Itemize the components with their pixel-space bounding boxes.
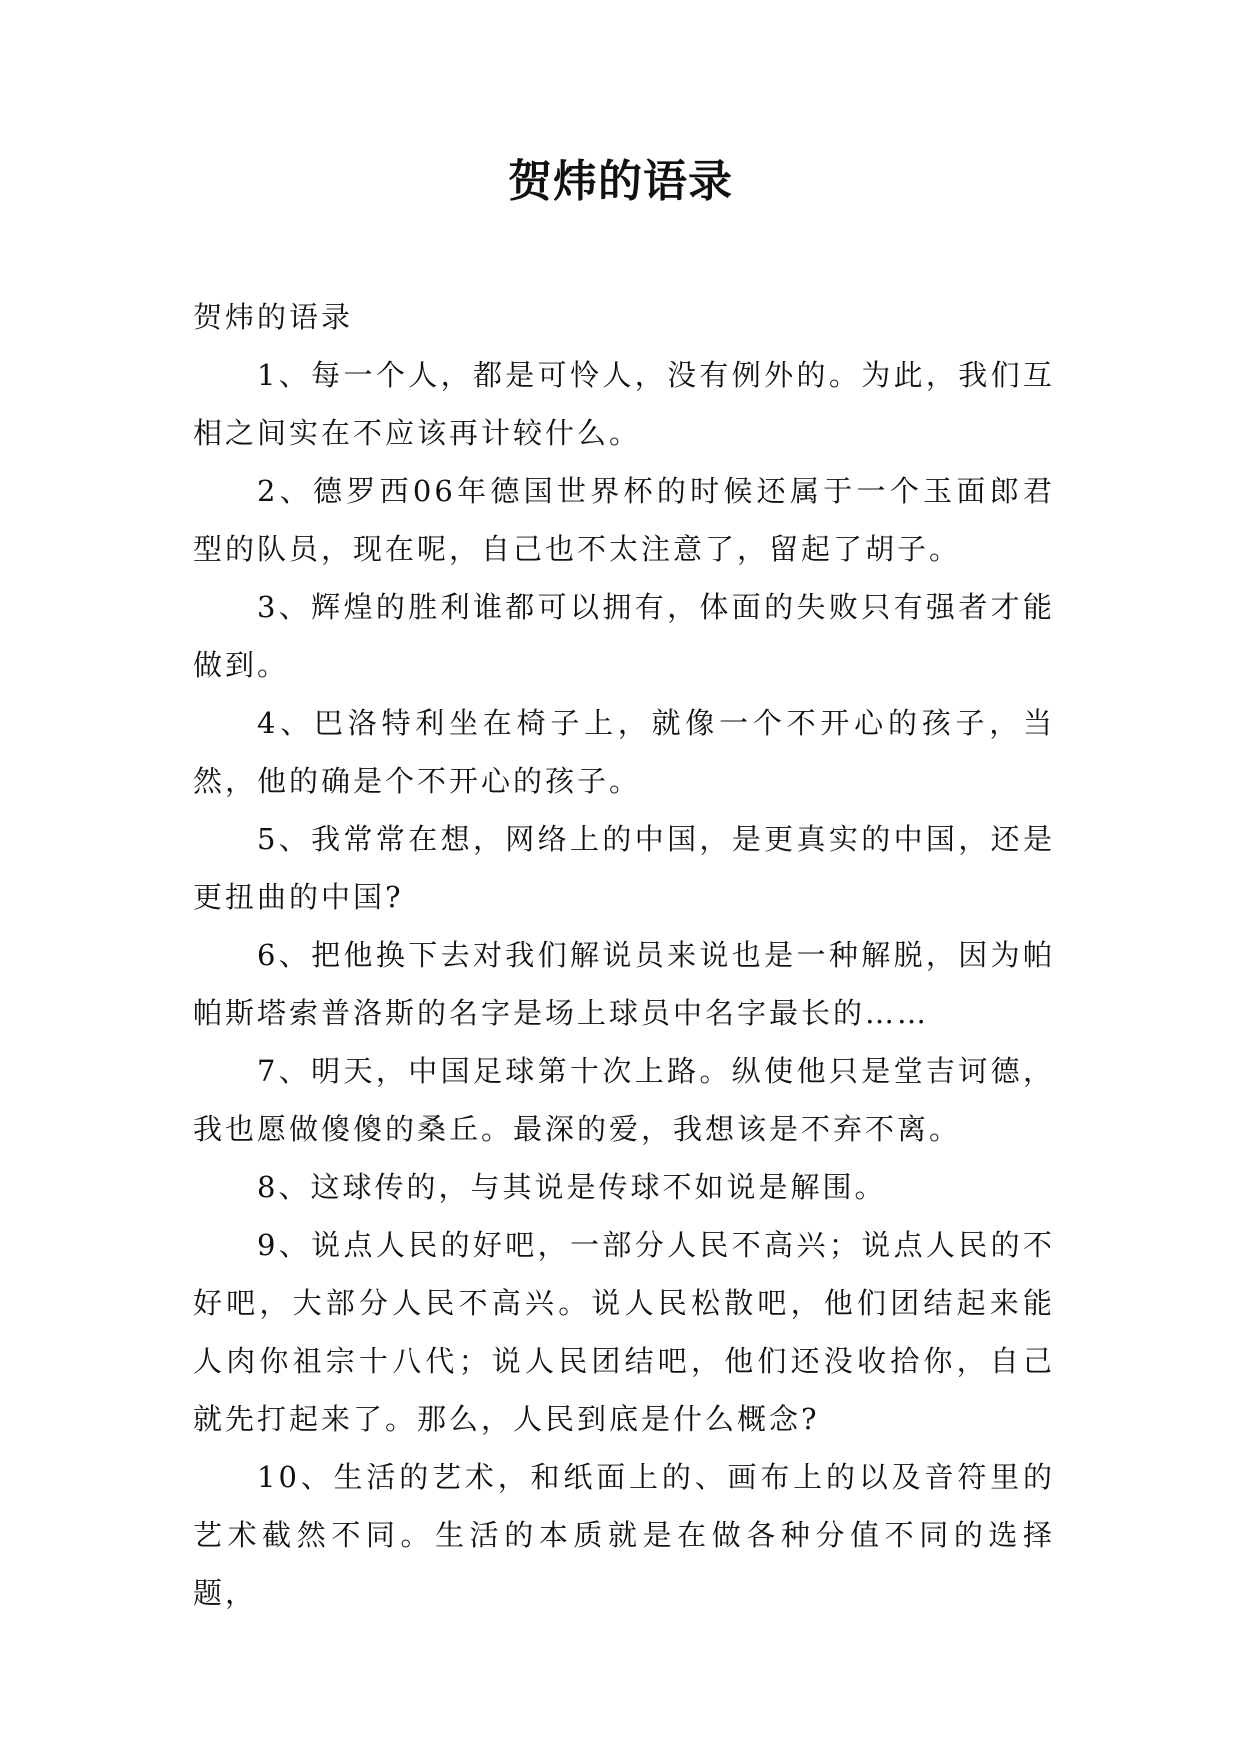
paragraph: 5、我常常在想，网络上的中国，是更真实的中国，还是更扭曲的中国? [193,822,1055,914]
paragraph: 8、这球传的，与其说是传球不如说是解围。 [257,1170,887,1204]
paragraph: 9、说点人民的好吧，一部分人民不高兴；说点人民的不好吧，大部分人民不高兴。说人民松散吧，他们团结起来能人肉你祖宗十八代；说人民团结吧，他们还没收拾你，自己就先打起来了。那么，人民到底是什么概念? [193,1228,1055,1436]
document-body [193,288,1055,1622]
paragraph: 2、德罗西06年德国世界杯的时候还属于一个玉面郎君型的队员，现在呢，自己也不太注意了，留起了胡子。 [193,474,1055,566]
paragraph: 4、巴洛特利坐在椅子上，就像一个不开心的孩子，当然，他的确是个不开心的孩子。 [193,706,1055,798]
paragraph: 1、每一个人，都是可怜人，没有例外的。为此，我们互相之间实在不应该再计较什么。 [193,358,1055,450]
section-heading: 贺炜的语录 [193,300,354,334]
paragraph: 6、把他换下去对我们解说员来说也是一种解脱，因为帕帕斯塔索普洛斯的名字是场上球员中名字最长的…… [193,938,1055,1030]
paragraph: 3、辉煌的胜利谁都可以拥有，体面的失败只有强者才能做到。 [193,590,1055,682]
paragraph: 10、生活的艺术，和纸面上的、画布上的以及音符里的艺术截然不同。生活的本质就是在做各种分值不同的选择题， [193,1460,1055,1610]
paragraph: 7、明天，中国足球第十次上路。纵使他只是堂吉诃德，我也愿做傻傻的桑丘。最深的爱，我想该是不弃不离。 [193,1054,1055,1146]
document-title: 贺炜的语录 [508,156,733,207]
